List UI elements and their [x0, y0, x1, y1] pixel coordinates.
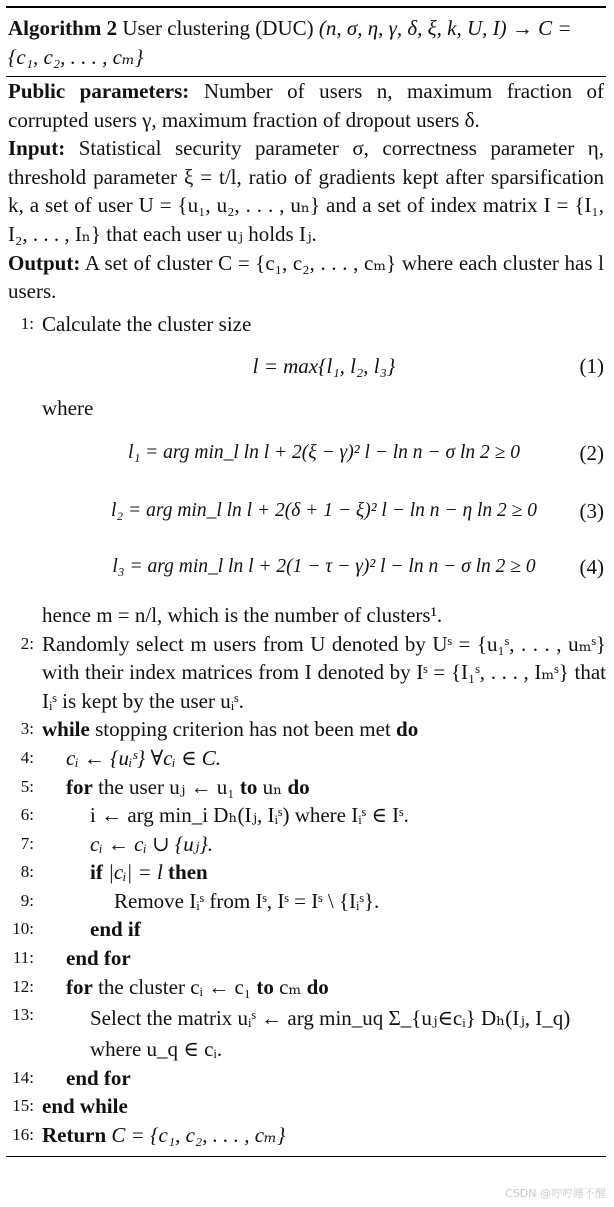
- algorithm-label: Algorithm 2: [8, 16, 118, 40]
- algorithm-step: [6, 1001, 606, 1064]
- algorithm-step: [6, 915, 606, 944]
- input-text: Statistical security parameter σ, correctness parameter η, threshold parameter ξ = t/l, ratio of gradients kept after sparsification k, a set of user U = {u₁, u₂, . . . , uₙ} and a set of index matrix I = {I₁, I₂, . . . , Iₙ} that each user uⱼ holds Iⱼ.: [8, 136, 604, 246]
- algorithm-name: User clustering (DUC): [122, 16, 314, 40]
- equation-text: l₃ = arg min_l ln l + 2(1 − τ − γ)² l − ln n − σ ln 2 ≥ 0: [112, 555, 536, 577]
- algorithm-step: [6, 601, 606, 630]
- algorithm-step: [6, 973, 606, 1002]
- step-text: Calculate the cluster size: [42, 311, 252, 336]
- algorithm-step: [6, 310, 606, 339]
- keyword: then: [168, 860, 208, 885]
- step-text: where: [42, 396, 94, 421]
- bottom-rule: [6, 1156, 606, 1157]
- step-body: |cᵢ| = l: [102, 860, 169, 885]
- equation-3: [42, 483, 606, 539]
- equation-number: (2): [579, 440, 604, 465]
- algorithm-step: [6, 773, 606, 802]
- public-parameters-text: Number of users n, maximum fraction of corrupted users γ, maximum fraction of dropout users δ.: [8, 79, 605, 132]
- algorithm-step: [6, 801, 606, 830]
- output-section: [6, 249, 606, 306]
- keyword: while: [42, 717, 90, 742]
- step-text: Remove Iᵢˢ from Iˢ, Iˢ = Iˢ \ {Iᵢˢ}.: [114, 888, 380, 913]
- output-text: A set of cluster C = {c₁, c₂, . . . , cₘ} where each cluster has l users.: [8, 250, 604, 304]
- step-text: [42, 1121, 606, 1150]
- step-text: hence m = n/l, which is the number of clusters¹.: [42, 602, 443, 627]
- step-text: [42, 715, 606, 744]
- equation-2: [42, 423, 606, 483]
- algorithm-step: [6, 1064, 606, 1093]
- equation-4: [42, 539, 606, 595]
- line-number: 3:: [20, 719, 34, 739]
- input-section: [6, 134, 606, 248]
- keyword: for: [66, 774, 93, 799]
- algorithm-step: [6, 744, 606, 773]
- algorithm-step: [6, 830, 606, 859]
- step-text: end for: [66, 946, 131, 971]
- watermark: CSDN @哼哼睡不醒: [505, 1187, 606, 1200]
- line-number: 8:: [20, 862, 34, 882]
- line-number: [6, 394, 42, 423]
- algorithm-step: [6, 858, 606, 887]
- line-number: 5:: [20, 776, 34, 796]
- public-parameters-label: Public parameters:: [8, 79, 190, 103]
- line-number: 12:: [12, 976, 34, 996]
- keyword: to: [256, 974, 274, 999]
- step-body: C = {c₁, c₂, . . . , cₘ}: [106, 1123, 286, 1148]
- algorithm-step: [6, 630, 606, 716]
- algorithm-step: [6, 715, 606, 744]
- line-number: [6, 601, 42, 630]
- algorithm-step: [6, 1121, 606, 1150]
- step-body: stopping criterion has not been met: [89, 717, 397, 742]
- keyword: do: [396, 717, 419, 742]
- equation-1: [42, 338, 606, 394]
- step-text: [42, 858, 606, 887]
- step-body: cₘ: [273, 974, 307, 999]
- algorithm-step: [6, 887, 606, 916]
- step-text: end while: [42, 1094, 128, 1119]
- equation-text: l = max{l₁, l₂, l₃}: [252, 354, 396, 379]
- line-number: 6:: [20, 805, 34, 825]
- line-number: 4:: [20, 747, 34, 767]
- step-text: [42, 973, 606, 1002]
- algorithm-step: [6, 944, 606, 973]
- line-number: 10:: [12, 919, 34, 939]
- keyword: for: [66, 974, 93, 999]
- equation-number: (1): [579, 354, 604, 379]
- line-number: 16:: [12, 1125, 34, 1145]
- output-label: Output:: [8, 250, 81, 275]
- step-text: end if: [90, 917, 141, 942]
- line-number: 7:: [20, 833, 34, 853]
- public-parameters: [6, 77, 606, 134]
- line-number: 13:: [12, 1005, 34, 1025]
- keyword: to: [239, 774, 258, 799]
- step-text: cᵢ ← cᵢ ∪ {uⱼ}.: [90, 831, 213, 856]
- step-text: i ← arg min_i Dₕ(Iⱼ, Iᵢˢ) where Iᵢˢ ∈ Iˢ.: [90, 803, 409, 828]
- step-text: cᵢ ← {uᵢˢ} ∀cᵢ ∈ C.: [66, 745, 222, 770]
- line-number: 9:: [20, 890, 34, 910]
- step-body: the user uⱼ ← u₁: [92, 774, 240, 799]
- keyword: do: [287, 774, 310, 799]
- step-text: end for: [66, 1065, 131, 1090]
- equation-number: (4): [579, 554, 604, 579]
- step-body: Select the matrix uᵢˢ ← arg min_uq Σ_{uⱼ∈cᵢ} Dₕ(Iⱼ, I_q): [90, 1006, 571, 1031]
- keyword: do: [306, 974, 329, 999]
- algorithm-title: [6, 8, 606, 72]
- equation-text: l₁ = arg min_l ln l + 2(ξ − γ)² l − ln n − σ ln 2 ≥ 0: [128, 441, 520, 463]
- equation-text: l₂ = arg min_l ln l + 2(δ + 1 − ξ)² l − ln n − η ln 2 ≥ 0: [110, 499, 538, 521]
- step-text: [42, 1001, 606, 1064]
- step-text: Randomly select m users from U denoted by Uˢ = {u₁ˢ, . . . , uₘˢ} with their index matrices from I denoted by Iˢ = {I₁ˢ, . . . , Iₘˢ} that Iᵢˢ is kept by the user uᵢˢ.: [42, 631, 606, 713]
- line-number: 11:: [12, 948, 34, 968]
- algorithm-step: [6, 394, 606, 423]
- line-number: 15:: [12, 1096, 34, 1116]
- keyword: Return: [42, 1123, 107, 1148]
- keyword: if: [90, 860, 103, 885]
- line-number: 14:: [12, 1067, 34, 1087]
- equation-number: (3): [579, 498, 604, 523]
- algorithm-block: [6, 6, 606, 1157]
- step-body: the cluster cᵢ ← c₁: [92, 974, 257, 999]
- step-text: [42, 773, 606, 802]
- line-number: 1:: [20, 313, 34, 333]
- algorithm-step: [6, 1092, 606, 1121]
- line-number: 2:: [20, 633, 34, 653]
- algorithm-signature: (n, σ, η, γ, δ, ξ, k, U, I) → C = {c₁, c₂, . . . , cₘ}: [8, 16, 572, 69]
- input-label: Input:: [8, 136, 66, 161]
- step-body: uₙ: [257, 774, 288, 799]
- step-body-continued: where u_q ∈ cᵢ.: [90, 1037, 223, 1062]
